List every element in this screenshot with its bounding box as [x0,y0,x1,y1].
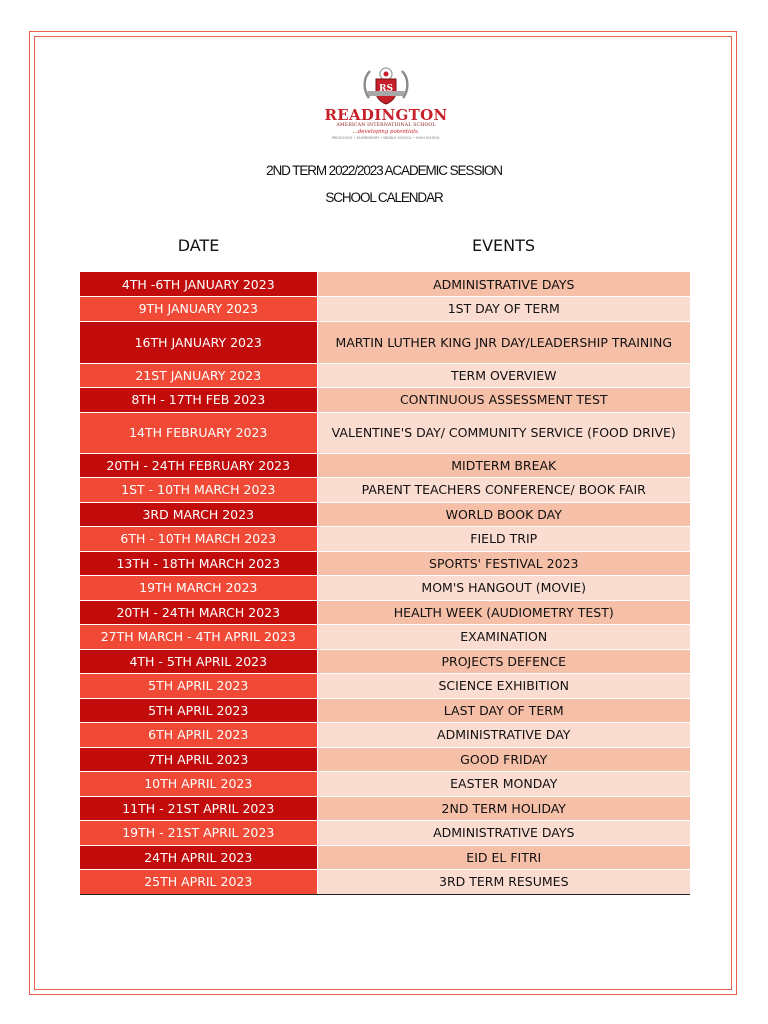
table-row [80,576,690,601]
event-name-cell: SCIENCE EXHIBITION [317,674,690,699]
table-row [80,272,690,297]
table-row [80,363,690,388]
event-name-cell: ADMINISTRATIVE DAY [317,723,690,748]
event-name-cell: MOM'S HANGOUT (MOVIE) [317,576,690,601]
event-name-cell: ADMINISTRATIVE DAYS [317,272,690,297]
table-row [80,870,690,895]
event-date-cell: 5TH APRIL 2023 [80,674,317,699]
event-name-cell: PARENT TEACHERS CONFERENCE/ BOOK FAIR [317,478,690,503]
event-name-cell: MARTIN LUTHER KING JNR DAY/LEADERSHIP TRAINING [317,321,690,363]
table-row [80,772,690,797]
event-date-cell: 24TH APRIL 2023 [80,845,317,870]
table-row [80,796,690,821]
event-name-cell: HEALTH WEEK (AUDIOMETRY TEST) [317,600,690,625]
event-date-cell: 20TH - 24TH MARCH 2023 [80,600,317,625]
table-row [80,297,690,322]
event-name-cell: 2ND TERM HOLIDAY [317,796,690,821]
event-name-cell: MIDTERM BREAK [317,453,690,478]
school-logo [322,66,450,154]
table-row [80,649,690,674]
event-date-cell: 11TH - 21ST APRIL 2023 [80,796,317,821]
event-date-cell: 4TH -6TH JANUARY 2023 [80,272,317,297]
table-row [80,600,690,625]
event-name-cell: EID EL FITRI [317,845,690,870]
table-row [80,625,690,650]
crest-icon [360,66,412,106]
school-tagline: ...developing potentials. [352,129,420,135]
crest-monogram: RS [379,84,393,94]
table-row [80,821,690,846]
event-date-cell: 14TH FEBRUARY 2023 [80,412,317,453]
event-date-cell: 3RD MARCH 2023 [80,502,317,527]
event-date-cell: 27TH MARCH - 4TH APRIL 2023 [80,625,317,650]
calendar-title: SCHOOL CALENDAR [325,190,443,205]
event-date-cell: 21ST JANUARY 2023 [80,363,317,388]
calendar-table [80,272,690,895]
table-row [80,698,690,723]
event-date-cell: 6TH - 10TH MARCH 2023 [80,527,317,552]
school-subtitle: AMERICAN INTERNATIONAL SCHOOL [336,123,436,128]
event-name-cell: FIELD TRIP [317,527,690,552]
event-name-cell: WORLD BOOK DAY [317,502,690,527]
date-column-header: DATE [177,236,220,255]
event-name-cell: EASTER MONDAY [317,772,690,797]
event-name-cell: PROJECTS DEFENCE [317,649,690,674]
calendar-table-body [80,272,690,894]
table-row [80,674,690,699]
event-name-cell: TERM OVERVIEW [317,363,690,388]
table-row [80,502,690,527]
event-name-cell: VALENTINE'S DAY/ COMMUNITY SERVICE (FOOD DRIVE) [317,412,690,453]
session-title: 2ND TERM 2022/2023 ACADEMIC SESSION [266,163,502,178]
school-levels: PRESCHOOL • ELEMENTARY • MIDDLE SCHOOL • HIGH SCHOOL [331,136,441,140]
event-date-cell: 9TH JANUARY 2023 [80,297,317,322]
event-name-cell: GOOD FRIDAY [317,747,690,772]
event-name-cell: SPORTS' FESTIVAL 2023 [317,551,690,576]
event-name-cell: 1ST DAY OF TERM [317,297,690,322]
table-row [80,388,690,413]
event-name-cell: ADMINISTRATIVE DAYS [317,821,690,846]
event-date-cell: 19TH MARCH 2023 [80,576,317,601]
event-date-cell: 25TH APRIL 2023 [80,870,317,895]
table-row [80,747,690,772]
table-row [80,321,690,363]
table-row [80,527,690,552]
table-row [80,723,690,748]
event-date-cell: 1ST - 10TH MARCH 2023 [80,478,317,503]
event-date-cell: 16TH JANUARY 2023 [80,321,317,363]
event-name-cell: EXAMINATION [317,625,690,650]
event-date-cell: 5TH APRIL 2023 [80,698,317,723]
event-date-cell: 6TH APRIL 2023 [80,723,317,748]
table-row [80,845,690,870]
table-row [80,412,690,453]
event-name-cell: LAST DAY OF TERM [317,698,690,723]
event-date-cell: 13TH - 18TH MARCH 2023 [80,551,317,576]
event-name-cell: 3RD TERM RESUMES [317,870,690,895]
school-name: READINGTON [324,106,448,124]
event-date-cell: 20TH - 24TH FEBRUARY 2023 [80,453,317,478]
events-column-header: EVENTS [471,236,536,255]
table-row [80,478,690,503]
event-date-cell: 7TH APRIL 2023 [80,747,317,772]
event-date-cell: 4TH - 5TH APRIL 2023 [80,649,317,674]
table-row [80,551,690,576]
event-date-cell: 8TH - 17TH FEB 2023 [80,388,317,413]
table-row [80,453,690,478]
event-date-cell: 19TH - 21ST APRIL 2023 [80,821,317,846]
event-name-cell: CONTINUOUS ASSESSMENT TEST [317,388,690,413]
event-date-cell: 10TH APRIL 2023 [80,772,317,797]
